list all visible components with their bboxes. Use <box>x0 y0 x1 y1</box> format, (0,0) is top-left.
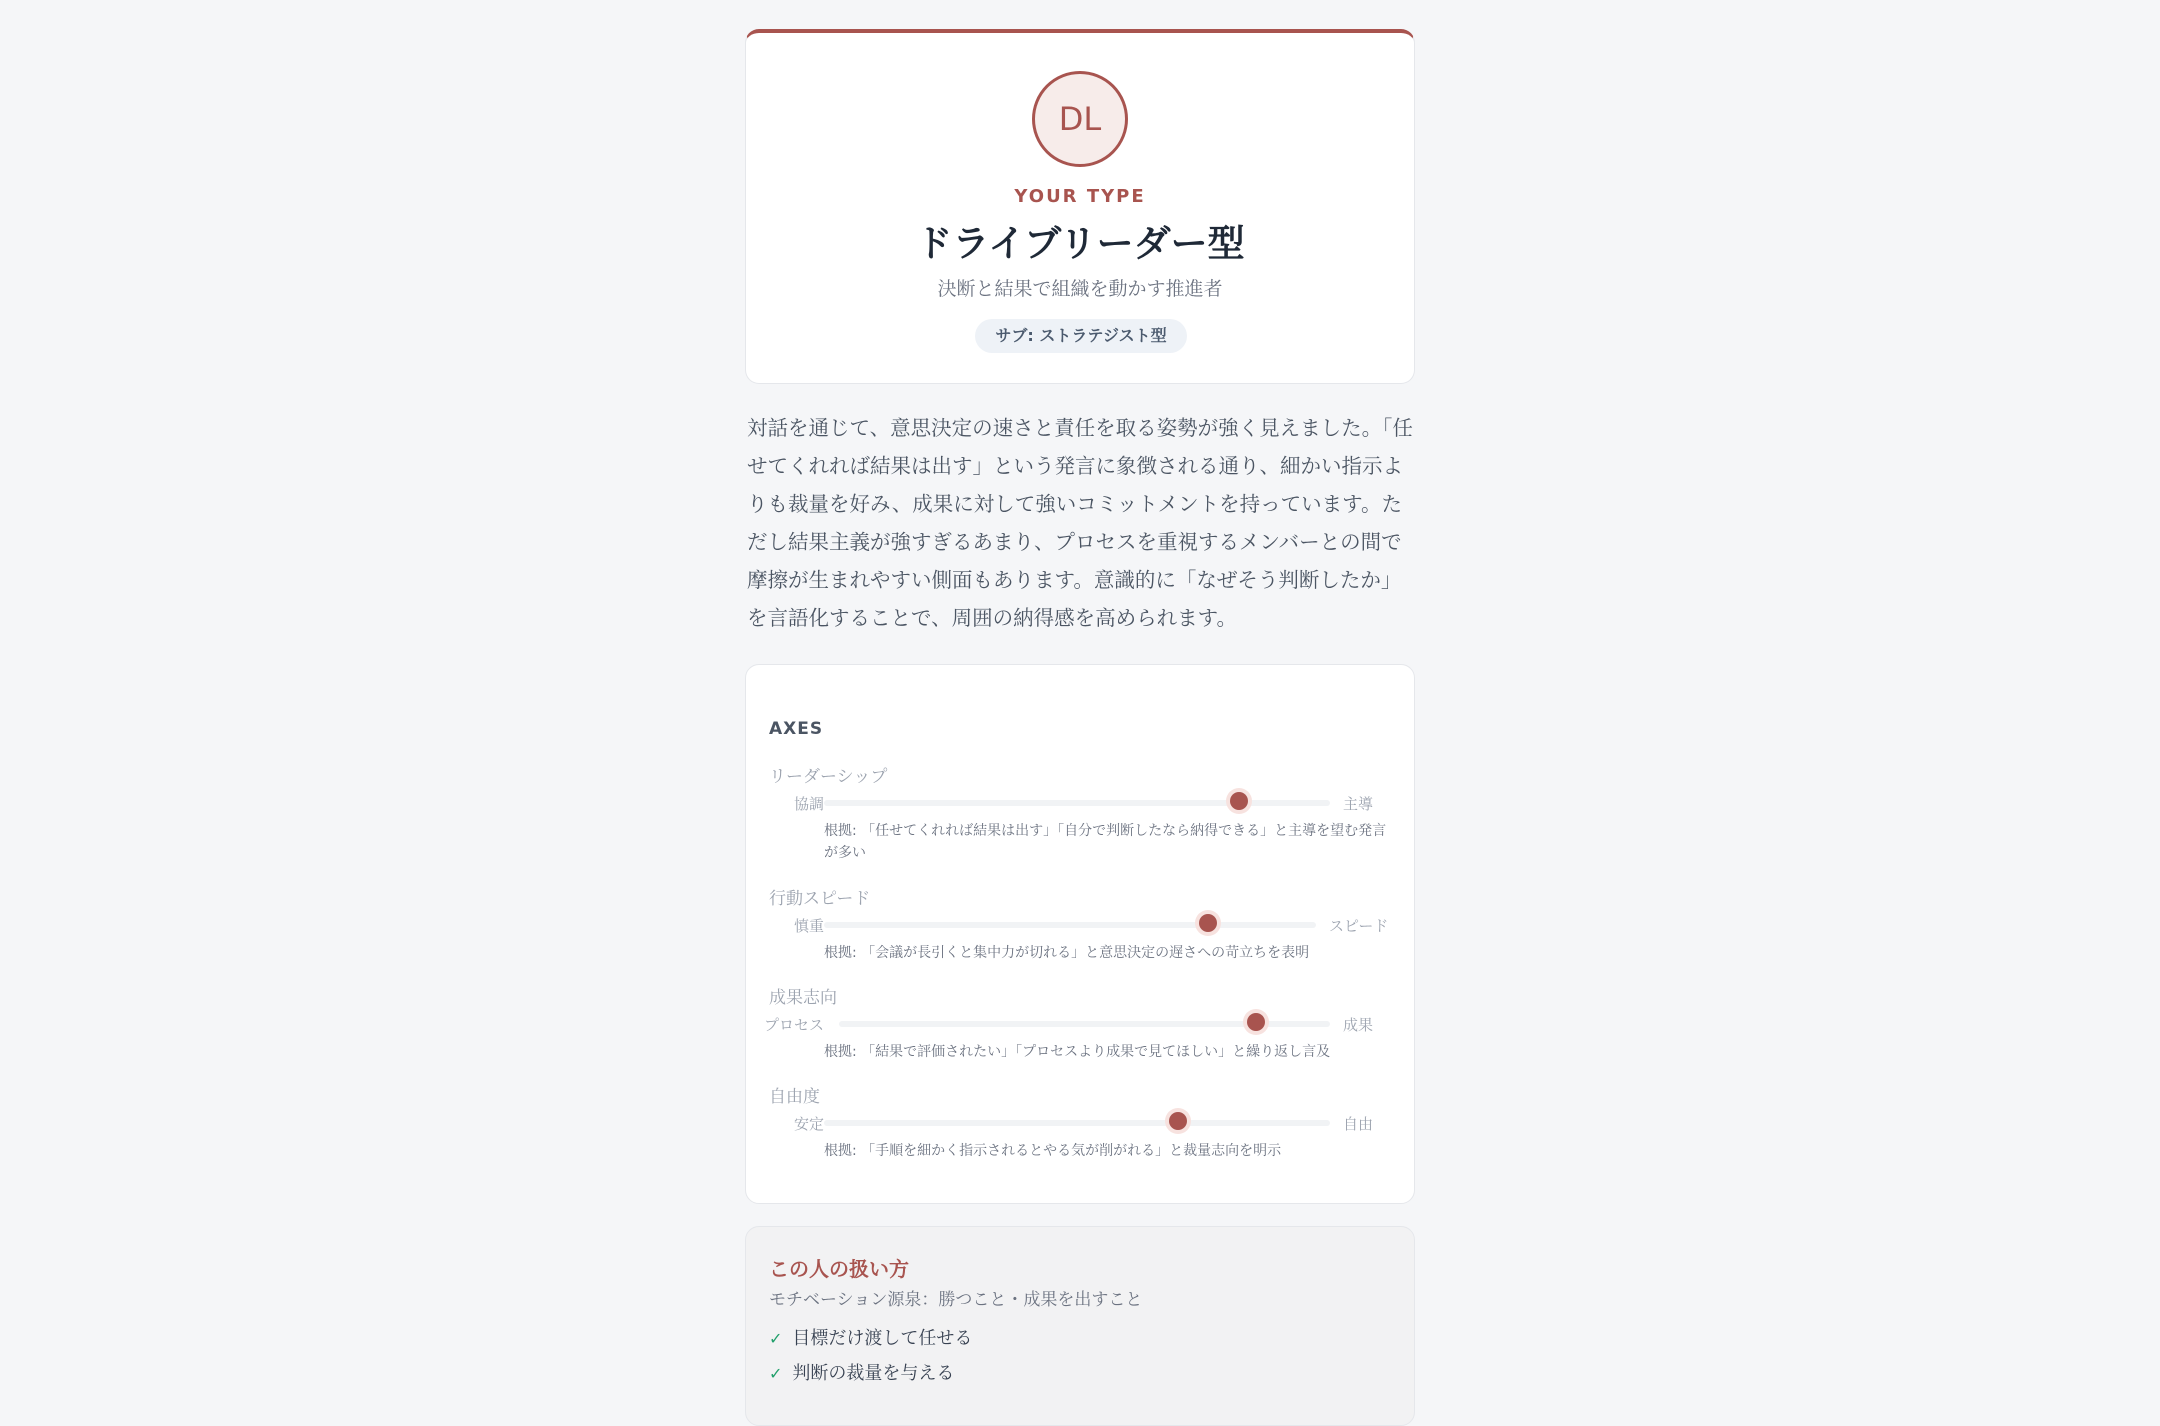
axis-track <box>824 1120 1330 1126</box>
type-tagline: 決断と結果で組織を動かす推進者 <box>937 278 1223 300</box>
sub-type-badge: サブ: ストラテジスト型 <box>975 319 1187 353</box>
axis-evidence: 根拠: 「会議が長引くと集中力が切れる」と意思決定の遅さへの苛立ちを表明 <box>824 945 1310 961</box>
your-type-label: YOUR TYPE <box>1014 186 1146 207</box>
axis-name: 行動スピード <box>769 889 871 909</box>
axis-value-dot <box>1247 1013 1265 1031</box>
axis-low-label: 協調 <box>793 795 824 813</box>
summary-text: 対話を通じて、意思決定の速さと責任を取る姿勢が強く見えました。「任せてくれれば結果は出す」という発言に象徴される通り、細かい指示よりも裁量を好み、成果に対して強いコミットメントを持っています。ただし結果主義が強すぎるあまり、プロセスを重視するメンバーとの間で摩擦が生まれやすい側面もあります。意識的に「なぜそう判断したか」を言語化することで、周囲の納得感を高められます。 <box>747 416 1413 630</box>
list-item <box>769 1321 972 1356</box>
axis-evidence: 根拠: 「手順を細かく指示されるとやる気が削がれる」と裁量志向を明示 <box>824 1143 1282 1159</box>
type-avatar: DL <box>1032 71 1128 167</box>
axis-low-label: 慎重 <box>793 917 824 935</box>
result-column <box>745 29 1415 1384</box>
axes-card <box>745 664 1415 1204</box>
axis-evidence: 根拠: 「任せてくれれば結果は出す」「自分で判断したなら納得できる」と主導を望む発言が多い <box>824 823 1387 861</box>
check-icon: ✓ <box>769 1329 783 1348</box>
axis-track <box>824 922 1316 928</box>
axis-name: 成果志向 <box>769 988 837 1008</box>
axis-high-label: スピード <box>1329 917 1389 935</box>
type-name: ドライブリーダー型 <box>915 222 1245 265</box>
axis-name: リーダーシップ <box>769 767 888 787</box>
axis-low-label: 安定 <box>793 1115 824 1133</box>
tip-text: 判断の裁量を与える <box>792 1363 955 1384</box>
axis-value-dot <box>1230 792 1248 810</box>
axis-low-label: プロセス <box>763 1016 824 1034</box>
axis-high-label: 成果 <box>1343 1016 1374 1034</box>
axes-title: AXES <box>769 719 824 739</box>
handling-tips <box>769 1321 972 1391</box>
motivation-source: モチベーション源泉：勝つこと・成果を出すこと <box>769 1290 1143 1310</box>
list-item <box>769 1356 972 1391</box>
axis-value-dot <box>1169 1112 1187 1130</box>
tip-text: 目標だけ渡して任せる <box>792 1328 973 1349</box>
check-icon: ✓ <box>769 1364 783 1383</box>
handling-title: この人の扱い方 <box>769 1257 909 1281</box>
axis-track <box>839 1021 1330 1027</box>
handling-card <box>745 1226 1415 1426</box>
axis-high-label: 自由 <box>1343 1115 1374 1133</box>
axis-name: 自由度 <box>769 1087 820 1107</box>
axis-high-label: 主導 <box>1343 795 1374 813</box>
type-card <box>745 29 1415 384</box>
axis-value-dot <box>1199 914 1217 932</box>
axis-track <box>824 800 1330 806</box>
axis-evidence: 根拠: 「結果で評価されたい」「プロセスより成果で見てほしい」と繰り返し言及 <box>824 1044 1331 1060</box>
